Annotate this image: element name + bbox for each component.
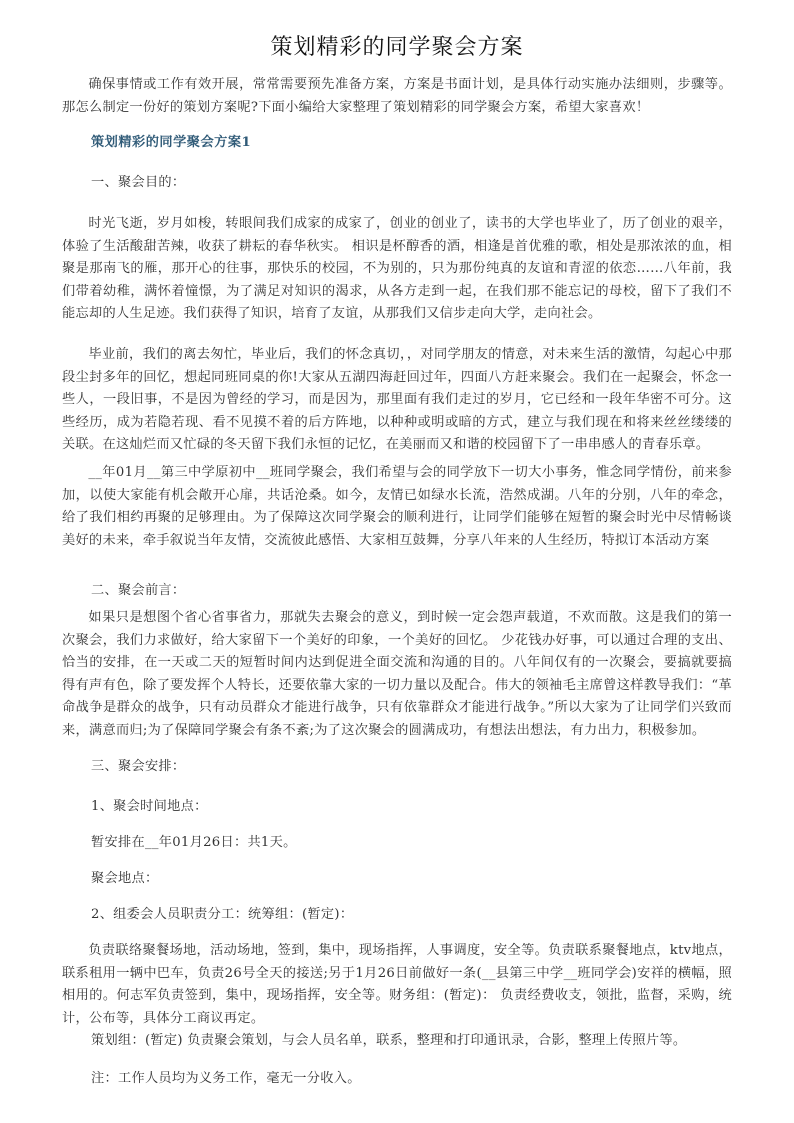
section-title: 策划精彩的同学聚会方案1 — [91, 135, 252, 150]
note-line: 注：工作人员均为义务工作，毫无一分收入。 — [91, 1071, 361, 1086]
paragraph-memories: 毕业前，我们的离去匆忙，毕业后，我们的怀念真切，，对同学朋友的情意，对未来生活的激情，勾起心中那段尘封多年的回忆，想起同班同桌的你!大家从五湖四海赶回过年，四面八方赶来聚会。我们在一起聚会，怀念一些人，一段旧事，不是因为曾经的学习，而是因为，那里面有我们走过的岁月，它已经和一段年华密不可分。这些经历，成为若隐若现、看不见摸不着的后方阵地，以种种或明或暗的方式，建立与我们现在和将来丝丝缕缕的关联。在这灿烂而又忙碌的冬天留下我们永恒的记忆，在美丽而又和谐的校园留下了一串串感人的青春乐章。 — [62, 347, 732, 452]
planning-group-line: 策划组：(暂定) 负责聚会策划，与会人员名单，联系，整理和打印通讯录，合影，整理上传照片等。 — [91, 1033, 687, 1048]
paragraph-duties: 负责联络聚餐场地，活动场地，签到，集中，现场指挥，人事调度，安全等。负责联系聚餐地点，ktv地点，联系租用一辆中巴车，负责26号全天的接送;另于1月26日前做好一条(__县第三中学__班同学会)安祥的横幅，照相用的。何志军负责签到，集中，现场指挥，安全等。财务组：(暂定)： 负责经费收支，领批，监督，采购，统计，公布等，具体分工商议再定。 — [62, 943, 732, 1026]
paragraph-event-intro: __年01月__第三中学原初中__班同学聚会，我们希望与会的同学放下一切大小事务，惟念同学情份，前来参加，以使大家能有机会敞开心扉，共话沧桑。如今，友情已如绿水长流，浩然成湖。八年的分别，八年的牵念，给了我们相约再聚的足够理由。为了保障这次同学聚会的顺利进行，让同学们能够在短暂的聚会时光中尽情畅谈美好的未来，牵手叙说当年友情，交流彼此感悟、大家相互鼓舞，分享八年来的人生经历，特拟订本活动方案 — [62, 465, 732, 548]
time-line: 暂安排在__年01月26日：共1天。 — [91, 835, 297, 850]
heading-arrangement: 三、聚会安排： — [91, 759, 186, 774]
place-line: 聚会地点： — [91, 871, 159, 886]
intro-paragraph: 确保事情或工作有效开展，常常需要预先准备方案，方案是书面计划，是具体行动实施办法细则，步骤等。那怎么制定一份好的策划方案呢?下面小编给大家整理了策划精彩的同学聚会方案，希望大家喜欢！ — [62, 77, 732, 115]
item-time-place: 1、聚会时间地点： — [91, 799, 208, 814]
document-title: 策划精彩的同学聚会方案 — [270, 35, 524, 60]
heading-preface: 二、聚会前言： — [91, 583, 186, 598]
heading-purpose: 一、聚会目的： — [91, 175, 186, 190]
paragraph-preface: 如果只是想图个省心省事省力，那就失去聚会的意义，到时候一定会怨声载道，不欢而散。这是我们的第一次聚会，我们力求做好，给大家留下一个美好的印象，一个美好的回忆。 少花钱办好事，可以通过合理的支出、恰当的安排，在一天或二天的短暂时间内达到促进全面交流和沟通的目的。八年间仅有的一次聚会，要搞就要搞得有声有色，除了要发挥个人特长，还要依靠大家的一切力量以及配合。伟大的领袖毛主席曾这样教导我们：“革命战争是群众的战争，只有动员群众才能进行战争，只有依靠群众才能进行战争。”所以大家为了让同学们兴致而来，满意而归;为了保障同学聚会有条不紊;为了这次聚会的圆满成功，有想法出想法，有力出力，积极参加。 — [62, 610, 732, 738]
item-duties: 2、组委会人员职责分工：统筹组：(暂定)： — [91, 907, 354, 922]
paragraph-purpose: 时光飞逝，岁月如梭，转眼间我们成家的成家了，创业的创业了，读书的大学也毕业了，历了创业的艰辛，体验了生活酸甜苦辣，收获了耕耘的春华秋实。 相识是杯醇香的酒，相逢是首优雅的歌，相处是那浓浓的血，相聚是那南飞的雁，那开心的往事，那快乐的校园，不为别的，只为那份纯真的友谊和青涩的依恋……八年前，我们带着幼稚，满怀着憧憬，为了满足对知识的渴求，从各方走到一起，在我们那不能忘记的母校，留下了我们不能忘却的人生足迹。我们获得了知识，培育了友谊，从那我们又信步走向大学，走向社会。 — [62, 216, 732, 321]
